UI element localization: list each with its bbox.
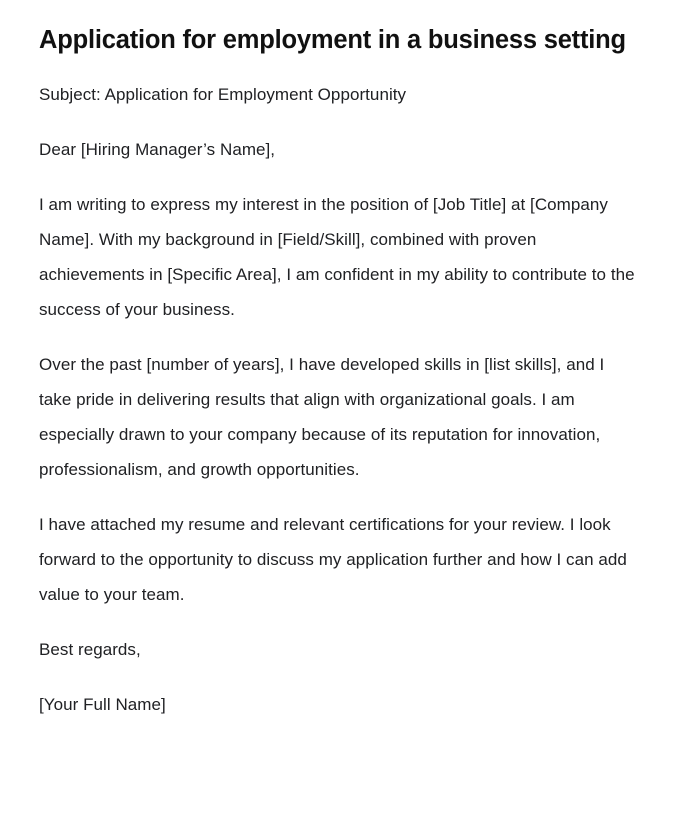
paragraph-salutation: Dear [Hiring Manager’s Name], <box>39 140 276 159</box>
paragraph-subject: Subject: Application for Employment Opportunity <box>39 85 407 104</box>
paragraph-attachments: I have attached my resume and relevant certifications for your review. I look forward to the opportunity to discuss my application further and how I can add value to your team. <box>39 515 627 604</box>
paragraph-signature: [Your Full Name] <box>39 695 166 714</box>
paragraph-experience: Over the past [number of years], I have developed skills in [list skills], and I take pride in delivering results that align with organizational goals. I am especially drawn to your company because of its reputation for innovation, professionalism, and growth opportunities. <box>39 355 605 479</box>
document-body <box>39 77 660 722</box>
paragraph-closing: Best regards, <box>39 640 141 659</box>
page-title: Application for employment in a business setting <box>39 26 626 54</box>
paragraph-intro: I am writing to express my interest in the position of [Job Title] at [Company Name]. With my background in [Field/Skill], combined with proven achievements in [Specific Area], I am confident in my ability to contribute to the success of your business. <box>39 195 635 319</box>
